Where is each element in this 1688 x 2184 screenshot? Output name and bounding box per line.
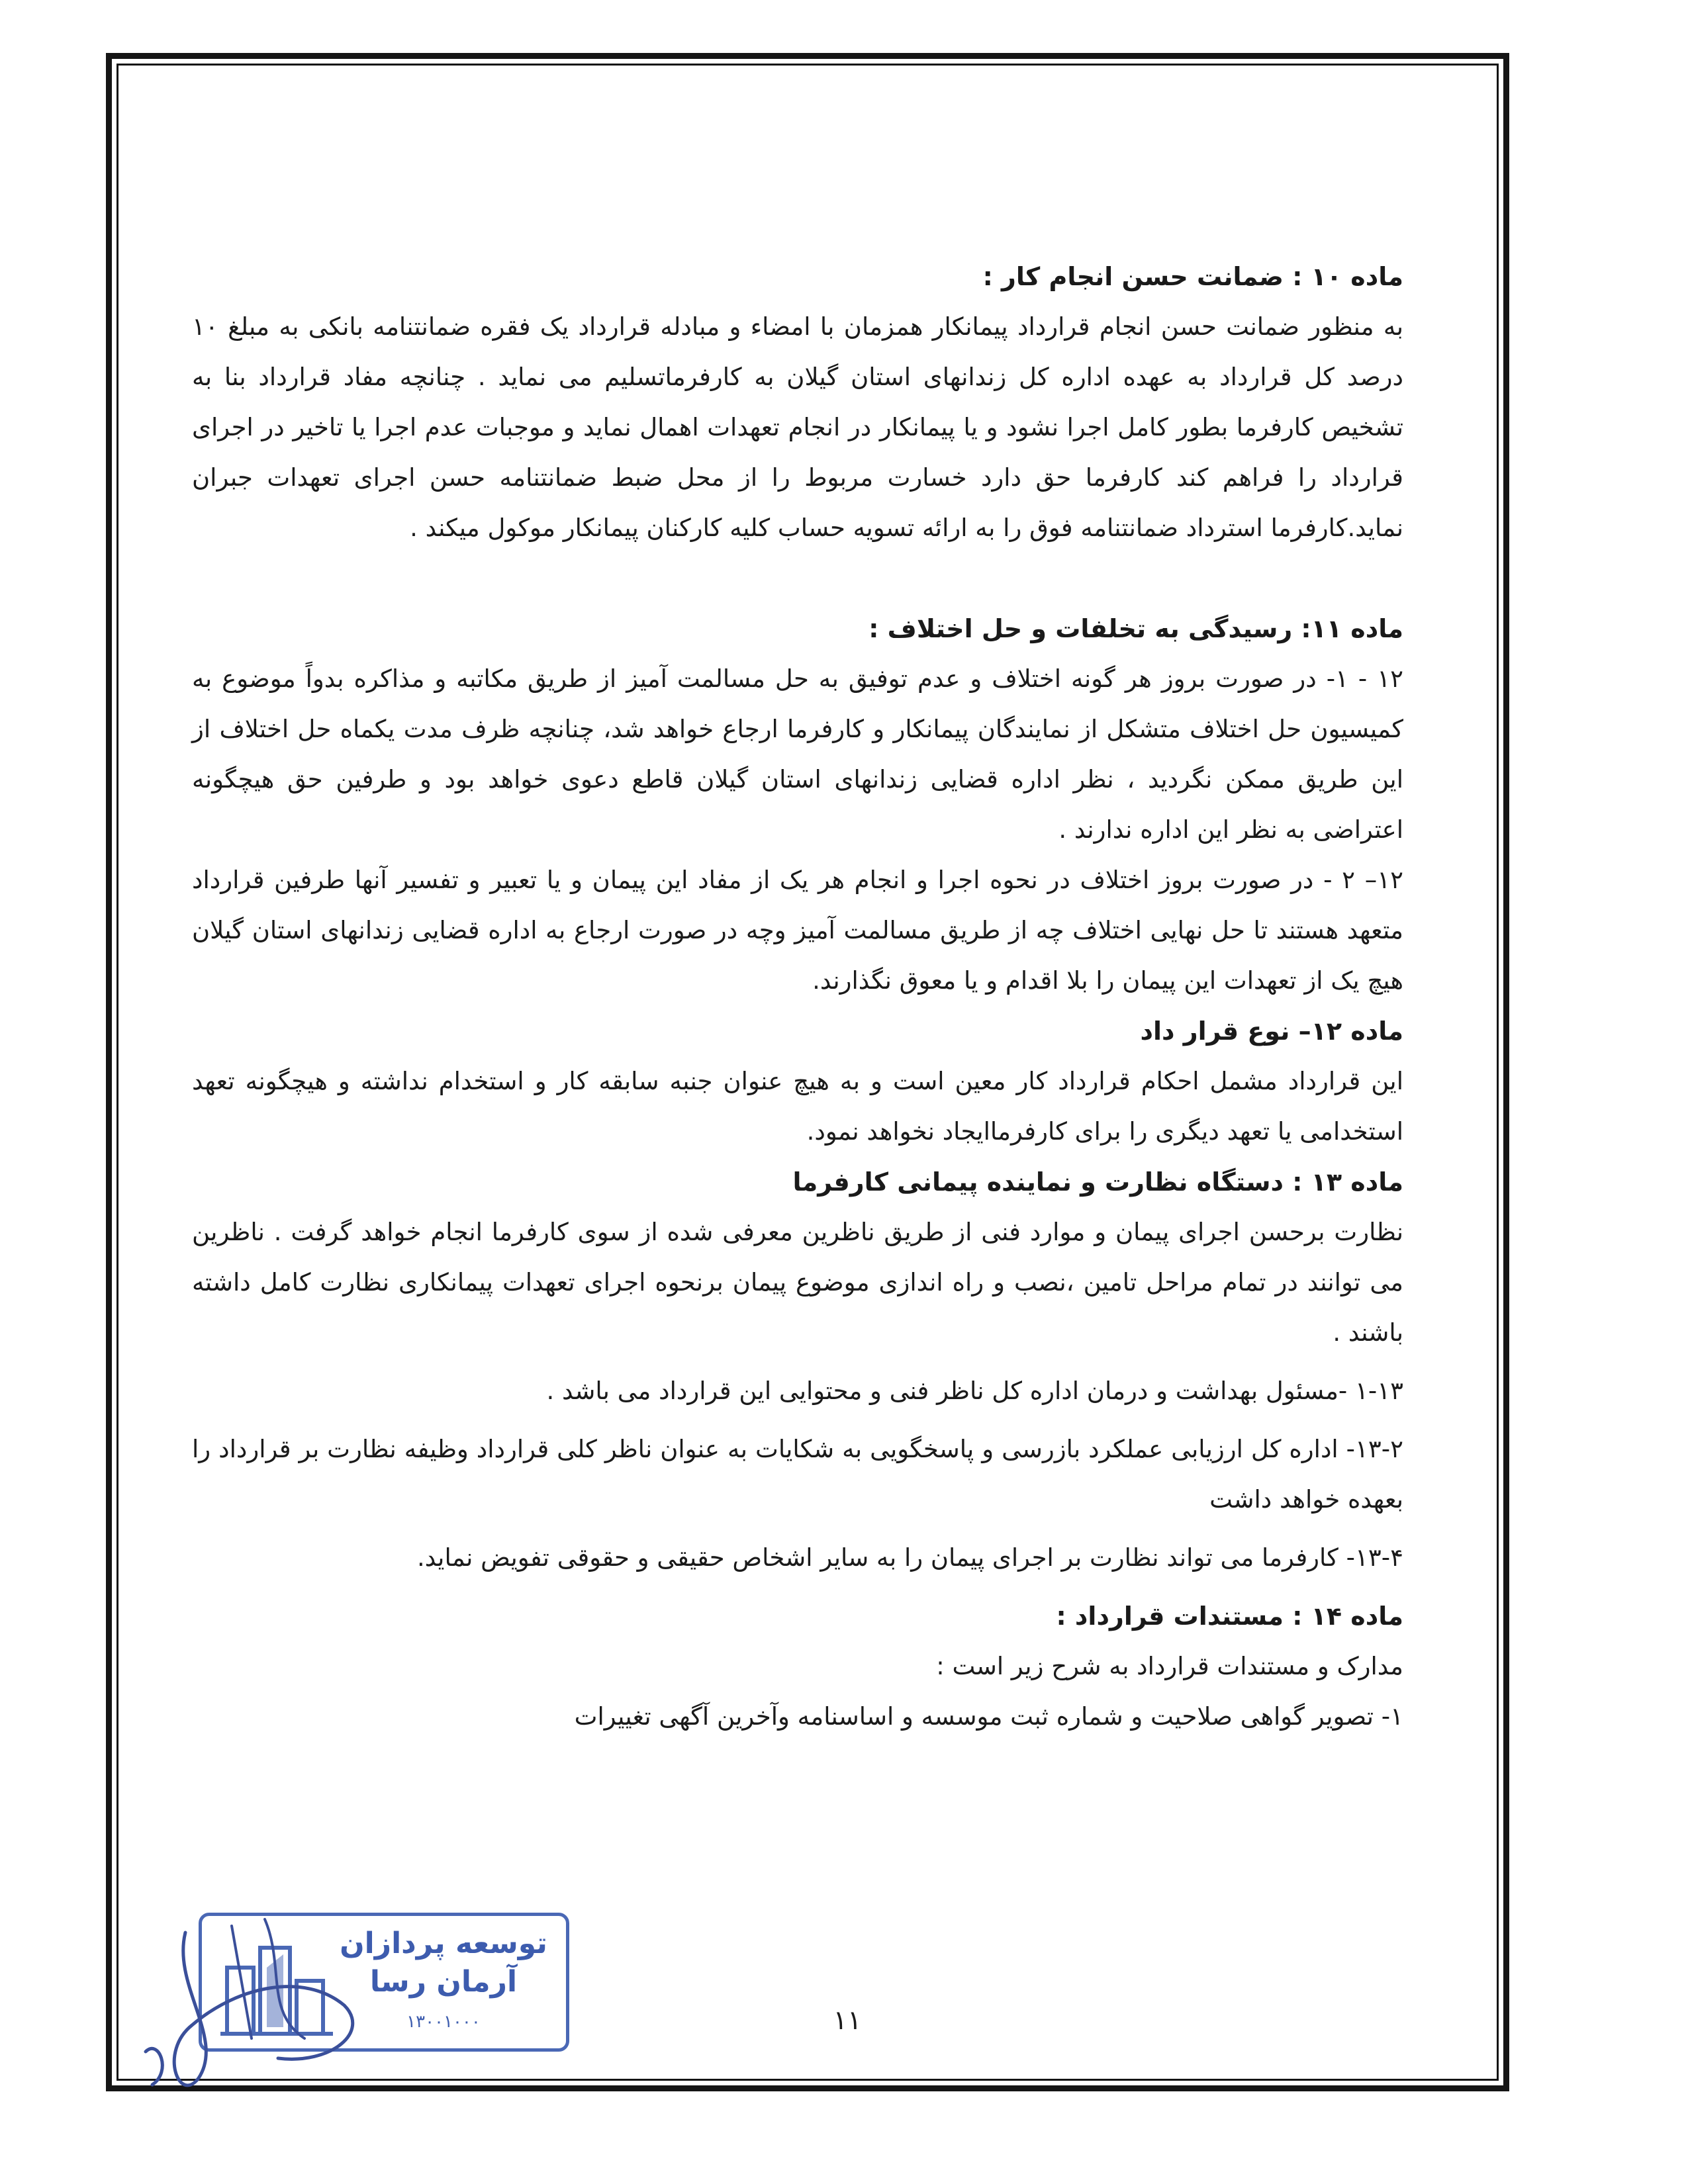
article-14-heading: ماده ۱۴ : مستندات قرارداد : [1056, 1602, 1403, 1631]
article-14-intro: مدارک و مستندات قرارداد به شرح زیر است : [936, 1652, 1403, 1680]
spacer [192, 1583, 1403, 1591]
article-11-clause-2: ۱۲– ۲ - در صورت بروز اختلاف در نحوه اجرا و انجام هر یک از مفاد این پیمان و یا تعبیر و تفسیر آنها طرفین قرارداد متعهد هستند تا حل نهایی اختلاف چه از طریق مسالمت آمیز وچه در صورت ارجاع به اداره قضایی زندانهای استان گیلان هیچ یک از تعهدات این پیمان را بلا اقدام و یا معوق نگذارند. [192, 866, 1403, 995]
spacer [192, 553, 1403, 604]
spacer [192, 1416, 1403, 1424]
article-14-item-1: ۱- تصویر گواهی صلاحیت و شماره ثبت موسسه و اساسنامه وآخرین آگهی تغییرات [574, 1702, 1403, 1731]
article-13-item-2: ۱۳-۲- اداره کل ارزیابی عملکرد بازرسی و پاسخگویی به شکایات به عنوان ناظر کلی قرارداد وظیفه نظارت بر قرارداد را بعهده خواهد داشت [192, 1435, 1403, 1514]
building-logo-icon [214, 1928, 340, 2040]
company-stamp [199, 1913, 569, 2052]
stamp-company-name-line-2: آرمان رسا [369, 1965, 518, 1999]
article-10-body: به منظور ضمانت حسن انجام قرارداد پیمانکار همزمان با امضاء و مبادله قرارداد یک فقره ضمانتنامه بانکی به مبلغ ۱۰ درصد کل قرارداد به عهده اداره کل زندانهای استان گیلان به کارفرماتسلیم می نماید . چنانچه مفاد قرارداد بنا به تشخیص کارفرما بطور کامل اجرا نشود و یا پیمانکار در انجام تعهدات اهمال نماید و موجبات عدم اجرا یا تاخیر در اجرای قرارداد را فراهم کند کارفرما حق دارد خسارت مربوط را از محل ضبط ضمانتنامه حسن اجرای تعهدات جبران نماید.کارفرما استرداد ضمانتنامه فوق را به ارائه تسویه حساب کلیه کارکنان پیمانکار موکول میکند . [192, 312, 1403, 542]
article-13-body: نظارت برحسن اجرای پیمان و موارد فنی از طریق ناظرین معرفی شده از سوی کارفرما انجام خواهد گرفت . ناظرین می توانند در تمام مراحل تامین ،نصب و راه اندازی موضوع پیمان برنحوه اجرای تعهدات پیمانکاری نظارت کامل داشته باشند . [192, 1218, 1403, 1347]
article-11-clause-1: ۱۲ - ۱- در صورت بروز هر گونه اختلاف و عدم توفیق به حل مسالمت آمیز از طریق مکاتبه و مذاکره بدواً موضوع به کمیسیون حل اختلاف متشکل از نمایندگان پیمانکار و کارفرما ارجاع خواهد شد، چنانچه ظرف مدت یکماه حل اختلاف از این طریق ممکن نگردید ، نظر اداره قضایی زندانهای استان گیلان قاطع دعوی خواهد بود و طرفین حق هیچگونه اعتراضی به نظر این اداره ندارند . [192, 664, 1404, 844]
article-13-item-1: ۱-۱۳ -مسئول بهداشت و درمان اداره کل ناظر فنی و محتوایی این قرارداد می باشد . [546, 1377, 1403, 1405]
article-13-heading: ماده ۱۳ : دستگاه نظارت و نماینده پیمانی کارفرما [792, 1167, 1403, 1197]
article-12-heading: ماده ۱۲– نوع قرار داد [1140, 1017, 1403, 1046]
article-10-heading: ماده ۱۰ : ضمانت حسن انجام کار : [982, 262, 1403, 291]
stamp-registration-number: ۱۳۰۰۱۰۰۰ [406, 2012, 481, 2032]
spacer [192, 1525, 1403, 1533]
spacer [192, 1358, 1403, 1366]
page-number: ۱۱ [833, 2005, 862, 2036]
stamp-company-name-line-1: توسعه پردازان [340, 1927, 547, 1960]
article-12-body: این قرارداد مشمل احکام قرارداد کار معین است و به هیچ عنوان جنبه سابقه کار و استخدام نداشته و هیچگونه تعهد استخدامی یا تعهد دیگری را برای کارفرماایجاد نخواهد نمود. [192, 1067, 1403, 1146]
article-11-heading: ماده ۱۱: رسیدگی به تخلفات و حل اختلاف : [868, 614, 1403, 643]
document-body [192, 251, 1403, 1742]
article-13-item-3: ۱۳-۴- کارفرما می تواند نظارت بر اجرای پیمان را به سایر اشخاص حقیقی و حقوقی تفویض نماید. [416, 1543, 1403, 1572]
